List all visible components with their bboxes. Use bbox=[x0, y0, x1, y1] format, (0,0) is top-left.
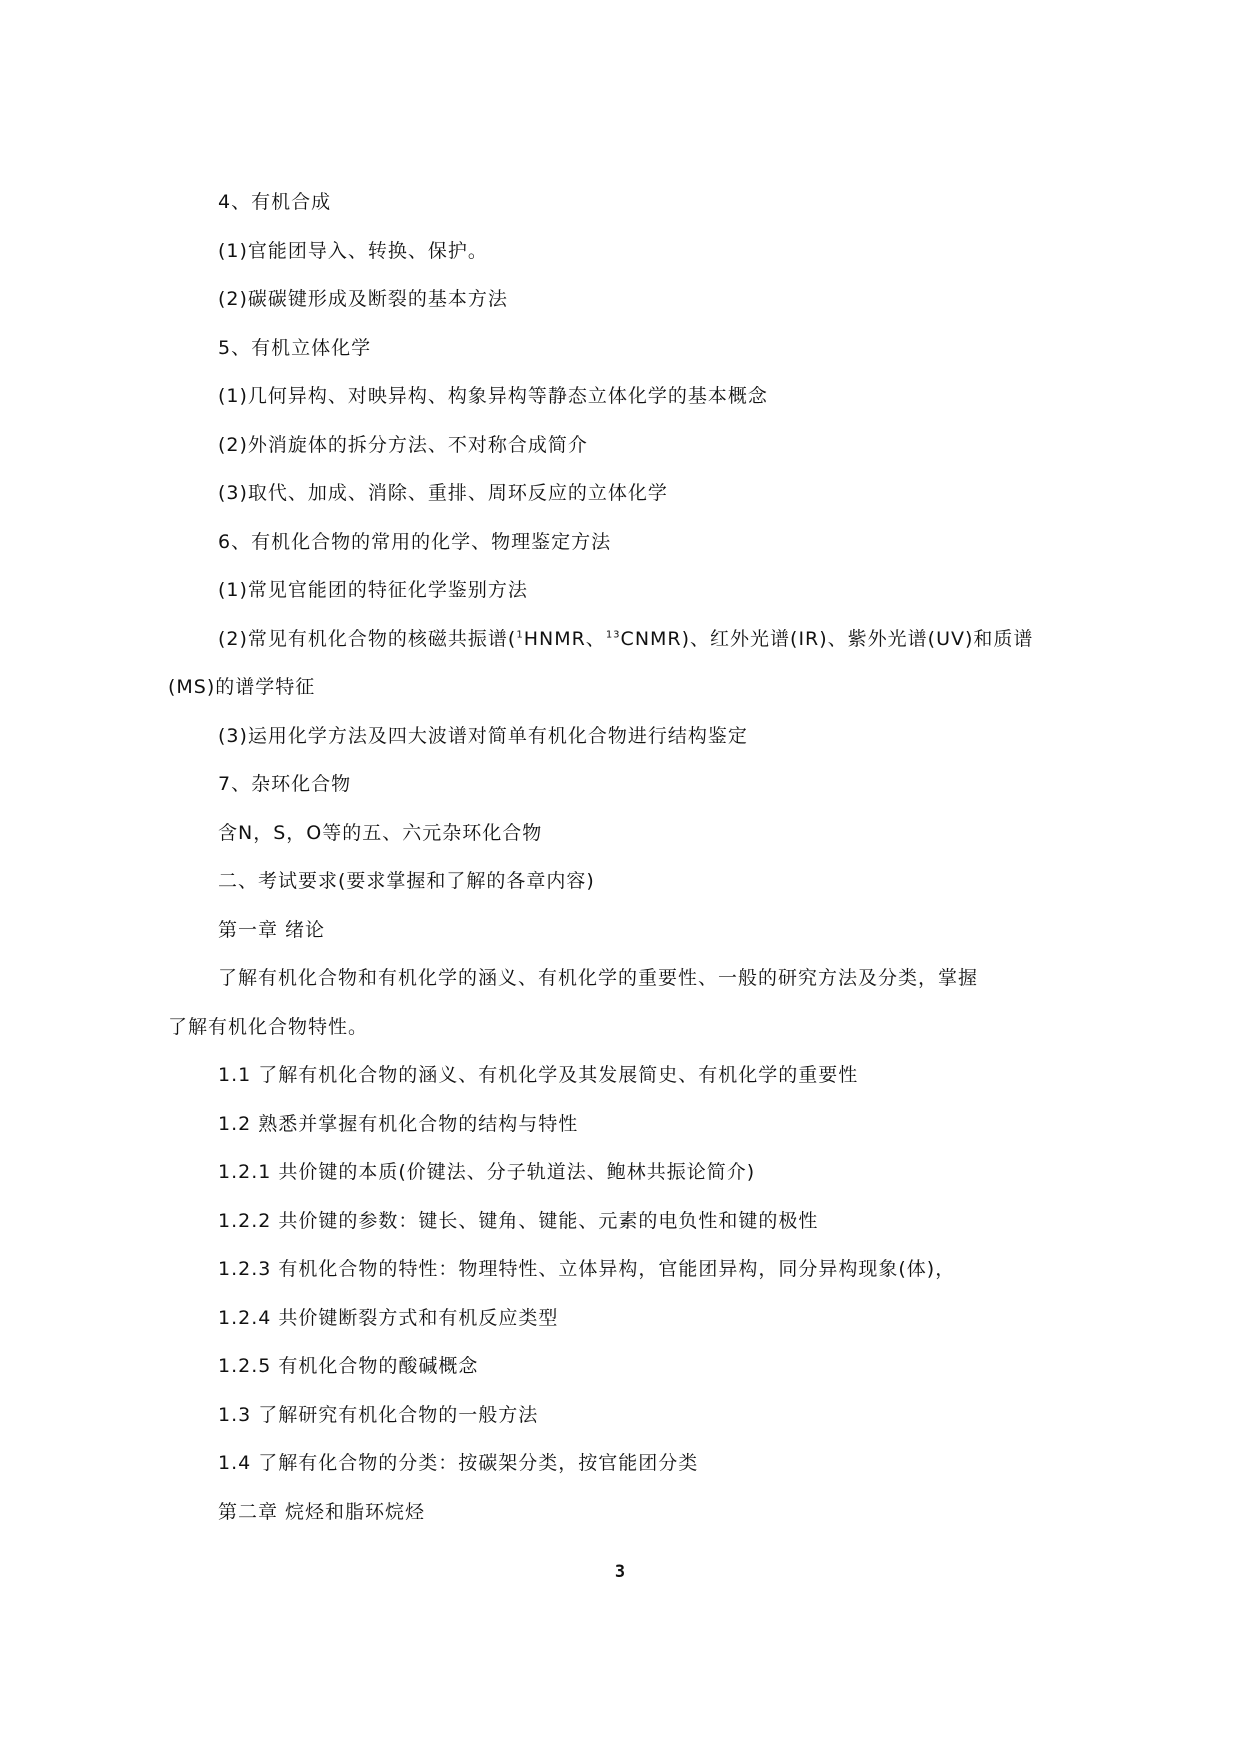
list-item: 1.2 熟悉并掌握有机化合物的结构与特性 bbox=[218, 1113, 579, 1135]
paragraph: 了解有机化合物和有机化学的涵义、有机化学的重要性、一般的研究方法及分类，掌握 bbox=[218, 967, 979, 989]
section-heading-organic-synthesis: 4、有机合成 bbox=[218, 191, 332, 213]
section-heading-identification: 6、有机化合物的常用的化学、物理鉴定方法 bbox=[218, 531, 612, 553]
section-heading-heterocycles: 7、杂环化合物 bbox=[218, 773, 352, 795]
list-item: 1.1 了解有机化合物的涵义、有机化学及其发展简史、有机化学的重要性 bbox=[218, 1064, 859, 1086]
superscript-1: 1 bbox=[516, 629, 524, 641]
list-item: (2)碳碳键形成及断裂的基本方法 bbox=[218, 288, 508, 310]
list-item: (3)取代、加成、消除、重排、周环反应的立体化学 bbox=[218, 482, 668, 504]
paragraph: 含N，S，O等的五、六元杂环化合物 bbox=[218, 822, 543, 844]
spectra-text-a: (2)常见有机化合物的核磁共振谱( bbox=[218, 628, 517, 650]
list-item: 1.2.5 有机化合物的酸碱概念 bbox=[218, 1355, 479, 1377]
list-item-continuation: (MS)的谱学特征 bbox=[168, 676, 316, 698]
spectra-text-c: CNMR)、红外光谱(IR)、紫外光谱(UV)和质谱 bbox=[620, 628, 1034, 650]
chapter-heading-1: 第一章 绪论 bbox=[218, 919, 326, 941]
list-item: (1)几何异构、对映异构、构象异构等静态立体化学的基本概念 bbox=[218, 385, 768, 407]
list-item: 1.3 了解研究有机化合物的一般方法 bbox=[218, 1404, 539, 1426]
list-item: 1.2.4 共价键断裂方式和有机反应类型 bbox=[218, 1307, 559, 1329]
list-item: (1)常见官能团的特征化学鉴别方法 bbox=[218, 579, 528, 601]
chapter-heading-2: 第二章 烷烃和脂环烷烃 bbox=[218, 1501, 426, 1523]
section-heading-exam-requirements: 二、考试要求(要求掌握和了解的各章内容) bbox=[218, 870, 595, 892]
page-number: 3 bbox=[614, 1562, 626, 1582]
list-item: (1)官能团导入、转换、保护。 bbox=[218, 240, 488, 262]
list-item: 1.2.2 共价键的参数：键长、键角、键能、元素的电负性和键的极性 bbox=[218, 1210, 819, 1232]
paragraph-continuation: 了解有机化合物特性。 bbox=[168, 1016, 369, 1038]
list-item: 1.2.3 有机化合物的特性：物理特性、立体异构，官能团异构，同分异构现象(体)， bbox=[218, 1258, 956, 1280]
spectra-text-b: HNMR、 bbox=[523, 628, 606, 650]
section-heading-stereochemistry: 5、有机立体化学 bbox=[218, 337, 372, 359]
list-item: 1.4 了解有化合物的分类：按碳架分类，按官能团分类 bbox=[218, 1452, 699, 1474]
list-item: 1.2.1 共价键的本质(价键法、分子轨道法、鲍林共振论简介) bbox=[218, 1161, 756, 1183]
superscript-13: 13 bbox=[605, 629, 621, 641]
list-item-spectra bbox=[218, 627, 1033, 651]
list-item: (3)运用化学方法及四大波谱对简单有机化合物进行结构鉴定 bbox=[218, 725, 748, 747]
list-item: (2)外消旋体的拆分方法、不对称合成简介 bbox=[218, 434, 588, 456]
